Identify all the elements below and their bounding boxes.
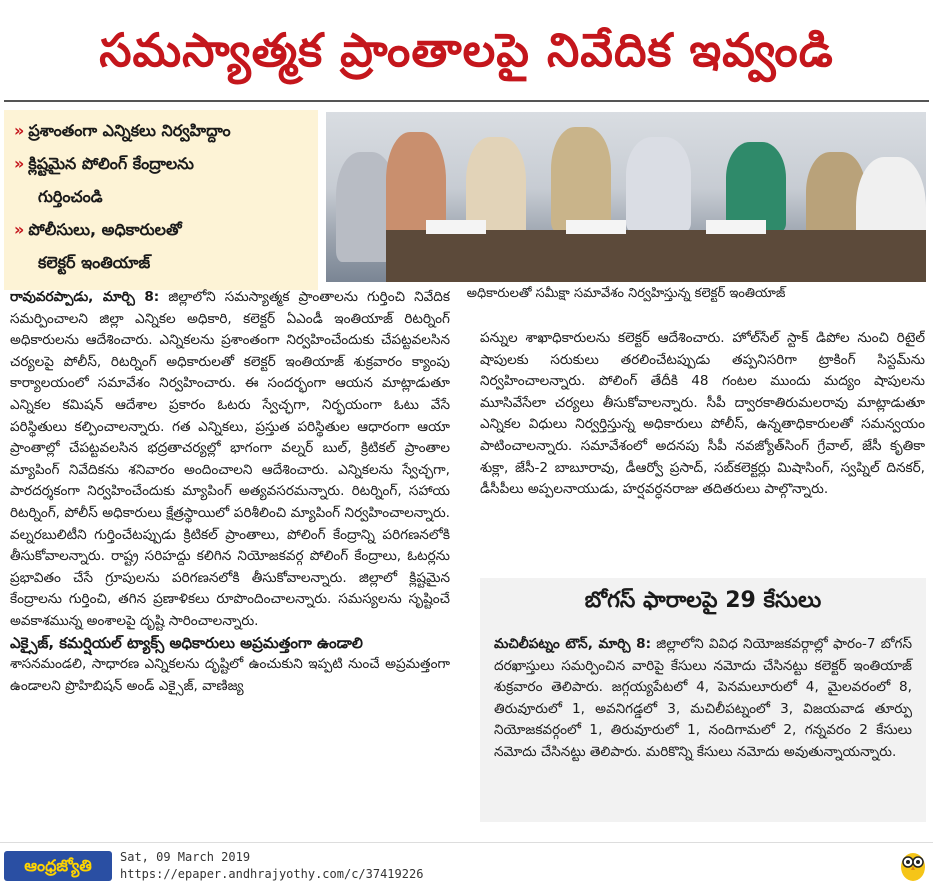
footer — [0, 842, 933, 889]
article-column-1 — [10, 287, 450, 827]
article-paragraph-1: జిల్లాలోని సమస్యాత్మక ప్రాంతాలను గుర్తించి నివేదిక సమర్పించాలని జిల్లా ఎన్నికల అధికారి, కలెక్టర్ ఏఎండీ ఇంతియాజ్ రిటర్నింగ్ అధికారులను ఆదేశించారు. ఎన్నికలను ప్రశాంతంగా నిర్వహించేందుకు చేపట్టవలసిన చర్యలపై పోలీస్, రిటర్నింగ్ అధికారులతో కలెక్టర్ ఇంతియాజ్ శుక్రవారం క్యాంపు కార్యాలయంలో సమావేశం నిర్వహించారు. ఈ సందర్భంగా ఆయన మాట్లాడుతూ ఎన్నికల కమిషన్ ఆదేశాల ప్రకారం ఓటరు స్వేచ్ఛగా, నిర్భయంగా ఓటు వేసే పరిస్థితులు కల్పించాలన్నారు. గత ఎన్నికలు, ప్రస్తుత పరిస్థితుల ఆధారంగా ఆయా ప్రాంతాల్లో చేపట్టవలసిన భద్రతాచర్యల్లో భాగంగా వల్నర్ బుల్, క్రిటికల్ ప్రాంతాల మ్యాపింగ్ నివేదికను శనివారం అందించాలని ఆదేశించారు. ఎన్నికలను స్వేచ్ఛగా, పారదర్శకంగా నిర్వహించేందుకు మ్యాపింగ్ అత్యవసరమన్నారు. రిటర్నింగ్, సహాయ రిటర్నింగ్, పోలీస్ అధికారులు క్షేత్రస్థాయిలో పరిశీలించి మ్యాపింగ్ నిర్వహించాలన్నారు. వల్నరబులిటీని గుర్తించేటప్పుడు క్రిటికల్ ప్రాంతాలు, పోలింగ్ కేంద్రాన్ని పరిగణనలోకి తీసుకోవాలన్నారు. రాష్ట్ర సరిహద్దు కలిగిన నియోజకవర్గ పోలింగ్ కేంద్రాలు, ఓటర్లను ప్రభావితం చేసే గ్రూపులను పరిగణనలోకి తీసుకోవాలన్నారు. జిల్లాలో క్లిష్టమైన కేంద్రాలను గుర్తించి, తగిన ప్రణాళికలు రూపొందించాలన్నారు. సమస్యలను సృష్టించే అవకాశమున్న అంశాలపై దృష్టి సారించాలన్నారు. — [10, 289, 450, 629]
highlight-2-cont: గుర్తించండి — [38, 187, 103, 206]
epaper-url[interactable]: https://epaper.andhrajyothy.com/c/37419226 — [120, 867, 424, 881]
article-column-2 — [480, 328, 925, 568]
highlight-2: క్లిష్టమైన పోలింగ్ కేంద్రాలను — [28, 154, 194, 173]
highlight-1: ప్రశాంతంగా ఎన్నికలు నిర్వహిద్దాం — [28, 121, 231, 140]
sidebar-dateline: మచిలీపట్నం టౌన్, మార్చి 8: — [494, 636, 652, 652]
sidebar-body: జిల్లాలోని వివిధ నియోజకవర్గాల్లో ఫారం-7 బోగస్ దరఖాస్తులు సమర్పించిన వారిపై కేసులు నమోదు చేసినట్టు కలెక్టర్ ఇంతియాజ్ శుక్రవారం తెలిపారు. జగ్గయ్యపేటలో 4, పెనమలూరులో 4, మైలవరంలో 8, తిరువూరులో 1, అవనిగడ్డలో 3, మచిలీపట్నంలో 3, విజయవాడ తూర్పు నియోజకవర్గంలో 1, తిరువూరులో 1, నందిగామలో 2, గన్నవరం 2 కేసులు నమోదు చేసినట్టు తెలిపారు. మరికొన్ని కేసులు నమోదు అవుతున్నాయన్నారు. — [494, 636, 912, 760]
article-paragraph-3: పన్నుల శాఖాధికారులను కలెక్టర్ ఆదేశించారు. హోల్‌సేల్ స్టాక్ డిపోల నుంచి రిటైల్ షాపులకు సరుకులు తరలించేటప్పుడు తప్పనిసరిగా ట్రాకింగ్ సిస్టమ్‌ను నిర్వహించాలన్నారు. పోలింగ్ తేదీకి 48 గంటల ముందు మద్యం షాపులను మూసివేసేలా చర్యలు తీసుకోవాలన్నారు. సీపీ ద్వారకాతిరుమలరావు మాట్లాడుతూ ఎన్నికల విధులు నిర్వర్తిస్తున్న అధికారులు పోలీస్, ఉన్నతాధికారులతో సమన్వయం పాటించాలన్నారు. సమావేశంలో అదనపు సీపీ నవజ్యోత్‌సింగ్ గ్రేవాల్, జేసీ కృతికా శుక్లా, జేసీ-2 బాబూరావు, డీఆర్వో ప్రసాద్, సబ్‌కలెక్టర్లు మిషాసింగ్, స్వప్నిల్ దినకర్, డీసీపీలు అప్పలనాయుడు, హర్షవర్ధనరాజు తదితరులు పాల్గొన్నారు. — [480, 330, 925, 498]
photo-caption: అధికారులతో సమీక్షా సమావేశం నిర్వహిస్తున్న కలెక్టర్ ఇంతియాజ్ — [466, 286, 786, 301]
sidebar-story-text — [480, 624, 926, 764]
headline: సమస్యాత్మక ప్రాంతాలపై నివేదిక ఇవ్వండి — [99, 23, 834, 77]
divider — [4, 100, 929, 102]
meeting-photo — [326, 112, 926, 282]
article-paragraph-2: శాసనమండలి, సాధారణ ఎన్నికలను దృష్టిలో ఉంచుకుని ఇప్పటి నుంచే అప్రమత్తంగా ఉండాలని ప్రొహిబిషన్ అండ్ ఎక్సైజ్, వాణిజ్య — [10, 656, 450, 694]
highlights-box — [4, 110, 318, 290]
sidebar-story-title: బోగస్ ఫారాలపై 29 కేసులు — [584, 588, 822, 613]
article-dateline: రావువరప్పాడు, మార్చి 8: — [10, 289, 160, 305]
article-subheading: ఎక్సైజ్, కమర్షియల్ ట్యాక్స్ అధికారులు అప్రమత్తంగా ఉండాలి — [10, 633, 363, 652]
double-arrow-icon: » — [14, 154, 25, 173]
double-arrow-icon: » — [14, 220, 25, 239]
newspaper-logo[interactable]: ఆంధ్రజ్యోతి — [4, 851, 112, 881]
sidebar-story — [480, 578, 926, 822]
owl-mascot-icon — [899, 847, 927, 883]
double-arrow-icon: » — [14, 121, 25, 140]
highlight-3: పోలీసులు, అధికారులతో — [28, 220, 182, 239]
edition-date: Sat, 09 March 2019 — [120, 850, 251, 864]
highlight-3-cont: కలెక్టర్ ఇంతియాజ్ — [38, 253, 151, 272]
